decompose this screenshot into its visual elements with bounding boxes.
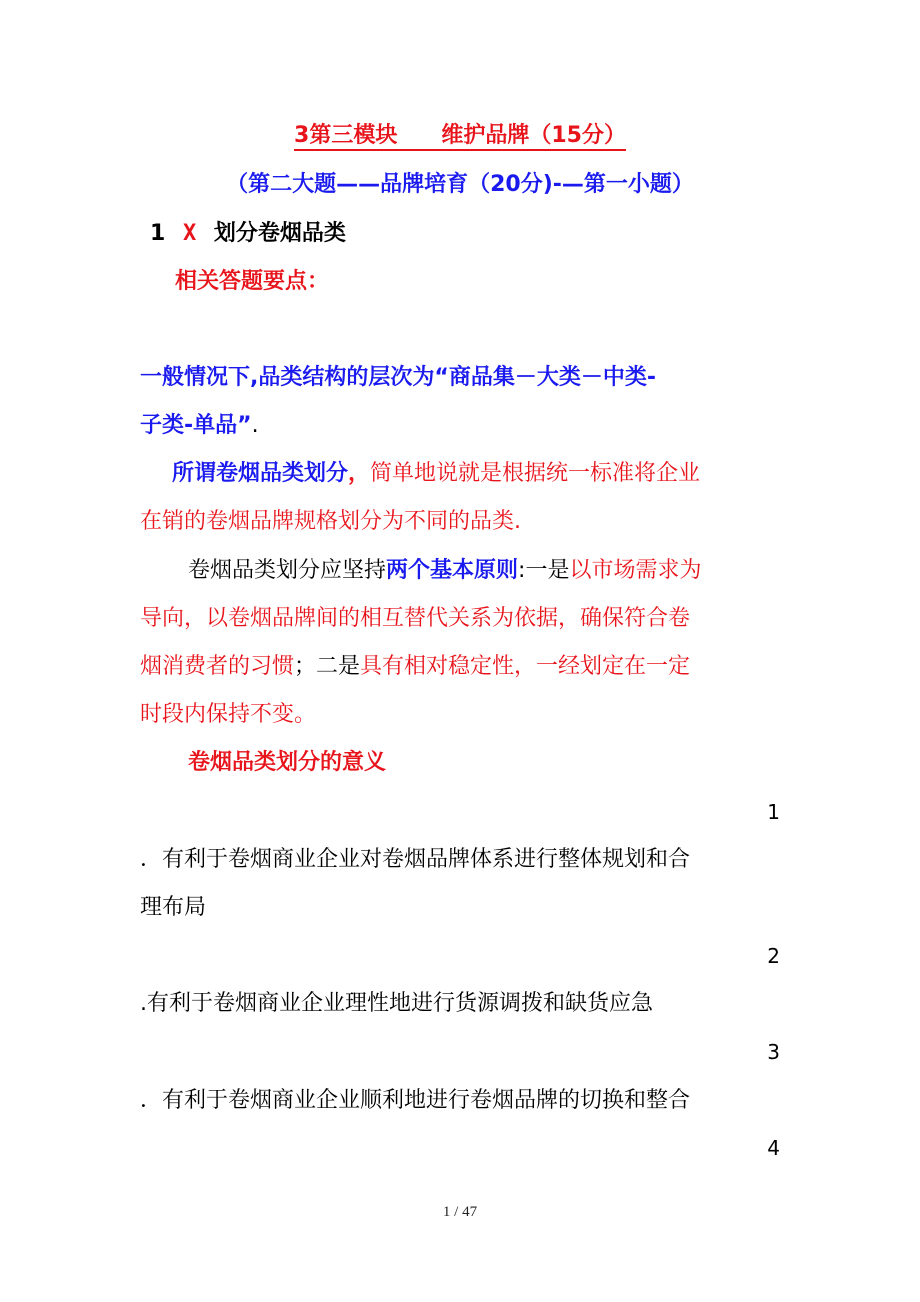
paragraph-1-line-2: 子类-单品”. [140,413,259,438]
paragraph-3-line-3: 烟消费者的习惯；二是具有相对稳定性，一经划定在一定 [140,654,691,679]
item-heading [150,219,346,249]
paragraph-3-line-4: 时段内保持不变。 [140,702,317,727]
list-number-1: 1 [767,800,780,824]
meaning-1-line-1: ．有利于卷烟商业企业对卷烟品牌体系进行整体规划和合 [140,847,691,872]
paragraph-2-line-1: 所谓卷烟品类划分，简单地说就是根据统一标准将企业 [172,461,701,486]
meaning-1-line-2: 理布局 [140,895,207,920]
paragraph-2-line-2: 在销的卷烟品牌规格划分为不同的品类. [140,509,521,534]
meaning-2: .有利于卷烟商业企业理性地进行货源调拨和缺货应急 [140,991,653,1016]
item-title: 划分卷烟品类 [213,221,346,246]
paragraph-3-line-1: 卷烟品类划分应坚持两个基本原则:一是以市场需求为 [188,558,702,583]
answer-key-heading: 相关答题要点： [175,269,330,294]
item-mark: X [182,221,197,246]
title-line-1: 3第三模块 维护品牌（15分） [0,121,920,151]
page-number: 1 / 47 [442,1204,478,1220]
paragraph-3-line-2: 导向，以卷烟品牌间的相互替代关系为依据，确保符合卷 [140,606,691,631]
paragraph-1-line-1: 一般情况下,品类结构的层次为“商品集－大类－中类- [140,365,656,390]
list-number-4: 4 [767,1136,780,1160]
title-line-2: （第二大题——品牌培育（20分)-—第一小题） [226,172,694,197]
list-number-3: 3 [767,1040,780,1064]
list-number-2: 2 [767,944,780,968]
meaning-heading: 卷烟品类划分的意义 [188,750,387,775]
item-number: 1 [150,221,166,246]
meaning-3: ．有利于卷烟商业企业顺利地进行卷烟品牌的切换和整合 [140,1088,691,1113]
